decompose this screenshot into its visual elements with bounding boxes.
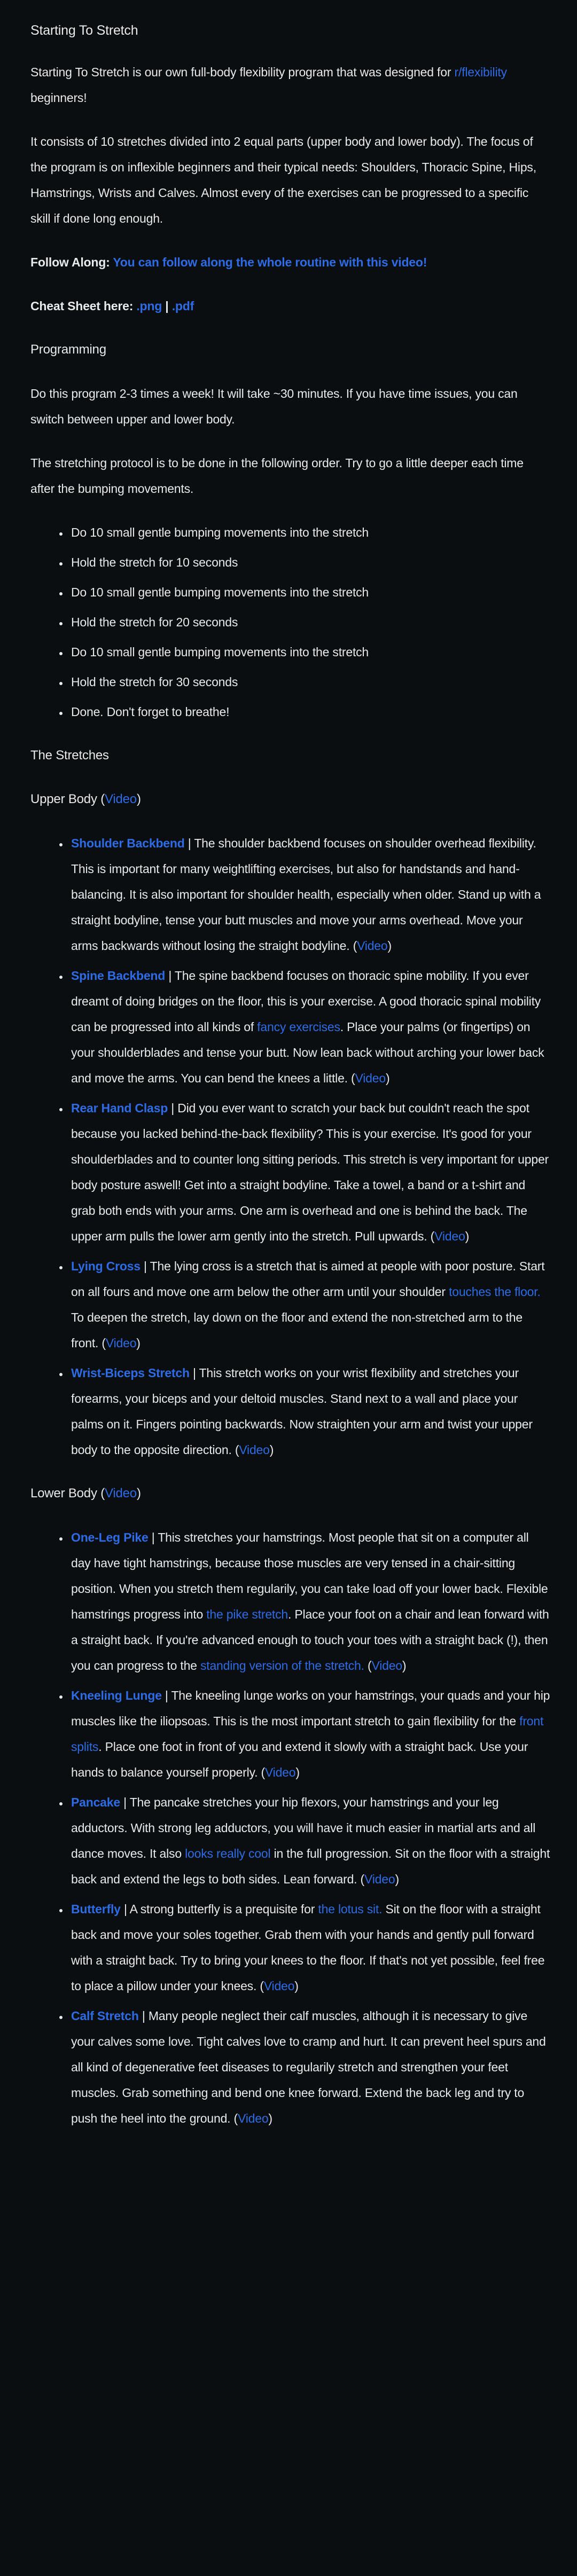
standing-pike-stretch-link[interactable]: standing version of the stretch. [200,1659,364,1672]
lower-body-video-link[interactable]: Video [105,1486,137,1501]
kneeling-lunge-video-link[interactable]: Video [264,1765,296,1779]
text-run: | The shoulder backbend focuses on shoulder overhead flexibility. This is important for many weightlifting exercises, but also for handstands and hand-balancing. It is also important for shoulder health, especially when older. Stand up with a straight bodyline, tense your butt muscles and move your arms overhead. Move your arms backwards without losing the straight bodyline. ( [71,836,541,953]
pike-stretch-link[interactable]: the pike stretch [206,1607,288,1621]
text-run: ) [136,1336,141,1350]
protocol-step-2 [69,549,550,575]
lower-body-heading [30,1481,550,1506]
text-run: ) [269,1443,274,1457]
text-run: Programming [30,342,106,357]
wrist-biceps-stretch-link[interactable]: Wrist-Biceps Stretch [71,1366,190,1380]
front-splits-link[interactable]: front splits [71,1714,544,1754]
text-run: ) [402,1659,407,1672]
text-run: Hold the stretch for 30 seconds [71,675,238,689]
pancake-link[interactable]: Pancake [71,1795,120,1809]
upper-body-stretches-list [30,830,550,1463]
calf-stretch-video-link[interactable]: Video [238,2111,269,2125]
text-run: ( [364,1659,372,1672]
lying-cross-link[interactable]: Lying Cross [71,1259,141,1273]
frequency-paragraph [30,381,550,432]
stretch-item-lying-cross [69,1253,550,1356]
rear-hand-clasp-video-link[interactable]: Video [434,1229,465,1243]
text-run: To deepen the stretch, lay down on the floor and extend the non-stretched arm to the front. ( [71,1310,523,1350]
text-run: | The lying cross is a stretch that is aimed at people with poor posture. Start on all fours and move one arm below the other arm until your shoulder [71,1259,545,1299]
butterfly-video-link[interactable]: Video [263,1979,295,1993]
stretch-item-butterfly [69,1896,550,1999]
text-run: It consists of 10 stretches divided into 2 equal parts (upper body and lower body). The focus of the program is on inflexible beginners and their typical needs: Shoulders, Thoracic Spine, Hips, Hamstrings, Wrists and Calves. Almost every of the exercises can be progressed to a specific skill if done long enough. [30,135,536,225]
text-run: ) [395,1872,399,1886]
text-run: The Stretches [30,748,109,763]
lying-cross-video-link[interactable]: Video [105,1336,137,1350]
spine-backbend-link[interactable]: Spine Backbend [71,969,166,983]
protocol-step-4 [69,609,550,635]
text-run: | The pancake stretches your hip flexors, your hamstrings and your leg adductors. With strong leg adductors, you will have it much easier in martial arts and all dance moves. It also [71,1795,536,1860]
looks-really-cool-link[interactable]: looks really cool [185,1847,271,1860]
cheat-sheet-label: Cheat Sheet here: [30,299,137,313]
text-run: Upper Body ( [30,792,105,806]
text-run: in the full progression. Sit on the floor with a straight back and extend the legs to both sides. Lean forward. ( [71,1847,550,1886]
protocol-list [30,520,550,725]
text-run: | The spine backbend focuses on thoracic spine mobility. If you ever dreamt of doing bridges on the floor, this is your exercise. A good thoracic spinal mobility can be progressed into all kinds of [71,969,541,1034]
text-run: | A strong butterfly is a prequisite for [120,1902,318,1916]
calf-stretch-link[interactable]: Calf Stretch [71,2009,139,2023]
text-run: ) [385,1071,390,1085]
text-run: . Place one foot in front of you and extend it slowly with a straight back. Use your hands to balance yourself properly. ( [71,1740,528,1779]
protocol-order-paragraph [30,450,550,501]
butterfly-link[interactable]: Butterfly [71,1902,121,1916]
follow-along-video-link[interactable]: You can follow along the whole routine with this video! [113,255,427,269]
text-run: | Did you ever want to scratch your back but couldn't reach the spot because you lacked behind-the-back flexibility? This is your exercise. It's good for your shoulderblades and to counter long sitting periods. This stretch is very important for upper body posture aswell! Get into a straight bodyline. Take a towel, a band or a t-shirt and grab both ends with your arms. One arm is overhead and one is behind the back. The upper arm pulls the lower arm gently into the stretch. Pull upwards. ( [71,1101,549,1243]
text-run: ) [294,1979,299,1993]
follow-along-label: Follow Along: [30,255,113,269]
text-run: Hold the stretch for 20 seconds [71,615,238,629]
text-run: Lower Body ( [30,1486,105,1501]
protocol-step-7 [69,699,550,725]
text-run: . Place your foot on a chair and lean forward with a straight back. If you're advanced enough to touch your toes with a straight back (!), then you can progress to the [71,1607,549,1672]
text-run: Do this program 2-3 times a week! It will take ~30 minutes. If you have time issues, you can switch between upper and lower body. [30,387,518,426]
text-run: | This stretch works on your wrist flexibility and stretches your forearms, your biceps and your deltoid muscles. Stand next to a wall and place your palms on it. Fingers pointing backwards. Now straighten your arm and twist your upper body to the opposite direction. ( [71,1366,533,1457]
upper-body-video-link[interactable]: Video [105,792,137,806]
text-run: The stretching protocol is to be done in the following order. Try to go a little deeper each time after the bumping movements. [30,456,524,496]
text-run: ) [295,1765,300,1779]
cheat-sheet-paragraph [30,293,550,319]
shoulder-backbend-link[interactable]: Shoulder Backbend [71,836,185,850]
one-leg-pike-video-link[interactable]: Video [371,1659,402,1672]
text-run: Do 10 small gentle bumping movements into the stretch [71,645,369,659]
text-run: beginners! [30,91,87,105]
cheat-sheet-pdf-link[interactable]: .pdf [171,299,194,313]
rear-hand-clasp-link[interactable]: Rear Hand Clasp [71,1101,168,1115]
stretch-item-wrist-biceps-stretch [69,1360,550,1463]
text-run: Starting To Stretch is our own full-body flexibility program that was designed for [30,65,455,79]
text-run: ) [387,939,392,953]
lower-body-stretches-list [30,1525,550,2131]
protocol-step-6 [69,669,550,695]
protocol-step-5 [69,639,550,665]
upper-body-heading [30,787,550,812]
intro-paragraph [30,59,550,111]
stretch-item-shoulder-backbend [69,830,550,959]
text-run: . Place your palms (or fingertips) on your shoulderblades and tense your butt. Now lean back without arching your lower back and move the arms. You can bend the knees a little. ( [71,1020,544,1085]
one-leg-pike-link[interactable]: One-Leg Pike [71,1530,149,1544]
text-run: ) [136,792,141,806]
fancy-exercises-link[interactable]: fancy exercises [257,1020,340,1034]
text-run: | This stretches your hamstrings. Most people that sit on a computer all day have tight hamstrings, because those muscles are very tensed in a chair-sitting position. When you stretch them regularily, you can take load off your lower back. Flexible hamstrings progress into [71,1530,548,1621]
shoulder-backbend-video-link[interactable]: Video [357,939,388,953]
wrist-biceps-video-link[interactable]: Video [239,1443,270,1457]
text-run: Do 10 small gentle bumping movements into the stretch [71,585,369,599]
pancake-video-link[interactable]: Video [364,1872,395,1886]
text-run: | The kneeling lunge works on your hamstrings, your quads and your hip muscles like the iliopsoas. This is the most important stretch to gain flexibility for the [71,1688,550,1728]
stretch-item-one-leg-pike [69,1525,550,1678]
stretch-item-pancake [69,1789,550,1892]
stretch-item-kneeling-lunge [69,1683,550,1785]
kneeling-lunge-link[interactable]: Kneeling Lunge [71,1688,162,1702]
text-run: Done. Don't forget to breathe! [71,705,230,719]
text-run: ) [465,1229,470,1243]
touches-the-floor-link[interactable]: touches the floor. [449,1285,541,1299]
page-title [30,18,550,43]
text-run: ) [136,1486,141,1501]
text-run: Starting To Stretch [30,23,138,38]
cheat-sheet-png-link[interactable]: .png [136,299,162,313]
r-flexibility-link[interactable]: r/flexibility [454,65,507,79]
the-stretches-heading [30,743,550,768]
document [30,18,550,2131]
protocol-step-1 [69,520,550,545]
stretch-item-calf-stretch [69,2003,550,2131]
text-run: | Many people neglect their calf muscles, although it is necessary to give your calves some love. Tight calves love to cramp and hurt. It can prevent heel spurs and all kind of degenerative feet diseases to regularily stretch and strengthen your feet muscles. Grab something and bend one knee forward. Extend the back leg and try to push the heel into the ground. ( [71,2009,546,2125]
follow-along-paragraph [30,249,550,275]
spine-backbend-video-link[interactable]: Video [355,1071,386,1085]
stretch-item-spine-backbend [69,963,550,1091]
cheat-sheet-separator: | [162,299,172,313]
programming-heading [30,337,550,363]
text-run: Sit on the floor with a straight back and move your soles together. Grab them with your hands and gently pull forward with a straight back. Try to bring your knees to the floor. If that's not yet possible, feel free to place a pillow under your knees. ( [71,1902,545,1993]
text-run: Do 10 small gentle bumping movements into the stretch [71,525,369,539]
lotus-sit-link[interactable]: the lotus sit. [318,1902,383,1916]
protocol-step-3 [69,579,550,605]
stretch-item-rear-hand-clasp [69,1095,550,1249]
text-run: Hold the stretch for 10 seconds [71,555,238,569]
text-run: ) [268,2111,272,2125]
program-description-paragraph [30,129,550,231]
